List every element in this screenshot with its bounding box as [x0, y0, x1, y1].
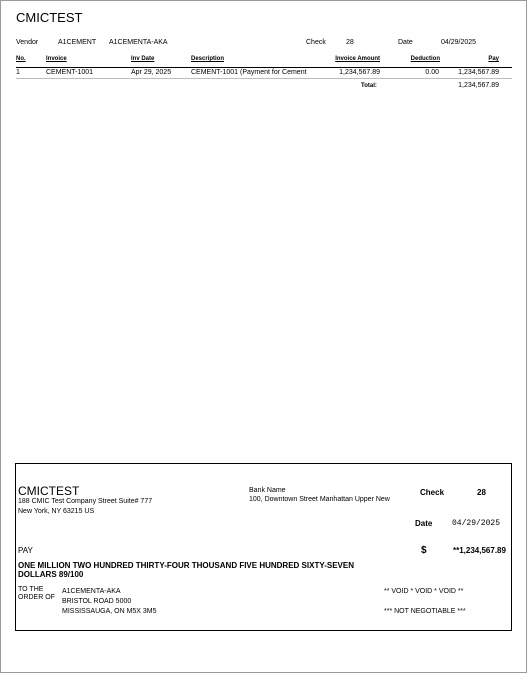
- row-no: 1: [16, 69, 20, 76]
- vendor-label: Vendor: [16, 39, 39, 46]
- col-pay: Pay: [488, 56, 499, 62]
- payee-address-1: BRISTOL ROAD 5000: [62, 598, 132, 605]
- amount-words-line-1: ONE MILLION TWO HUNDRED THIRTY-FOUR THOUSAND FIVE HUNDRED SIXTY-SEVEN: [18, 561, 355, 570]
- check-label: Check: [420, 488, 445, 497]
- col-invoice-amount: Invoice Amount: [335, 56, 380, 62]
- check-amount: **1,234,567.89: [453, 546, 506, 555]
- bank-address: 100, Downtown Street Manhattan Upper New: [249, 496, 390, 503]
- col-no: No.: [16, 56, 26, 62]
- total-amount: 1,234,567.89: [458, 82, 499, 89]
- check-date-label: Date: [415, 519, 433, 528]
- void-text: ** VOID * VOID * VOID **: [384, 588, 464, 595]
- table-header-rule: [16, 67, 512, 68]
- pay-label: PAY: [18, 546, 33, 555]
- total-label: Total:: [361, 83, 377, 89]
- check-company-name: CMICTEST: [18, 484, 80, 498]
- bank-name-label: Bank Name: [249, 487, 286, 494]
- row-inv-date: Apr 29, 2025: [131, 69, 172, 76]
- col-description: Description: [191, 56, 225, 62]
- check-company-address-2: New York, NY 63215 US: [18, 508, 95, 515]
- stub-check-number: 28: [346, 39, 354, 46]
- amount-words-line-2: DOLLARS 89/100: [18, 570, 84, 579]
- payee-name: A1CEMENTA-AKA: [62, 588, 121, 595]
- stub-date-label: Date: [398, 39, 413, 46]
- vendor-aka: A1CEMENTA-AKA: [109, 39, 168, 46]
- stub-date: 04/29/2025: [441, 39, 477, 46]
- stub-check-label: Check: [306, 39, 326, 46]
- col-invoice: Invoice: [46, 56, 67, 62]
- check-date: 04/29/2025: [452, 519, 501, 528]
- dollar-sign: $: [421, 545, 427, 556]
- order-of-label: ORDER OF: [18, 594, 55, 601]
- row-amount: 1,234,567.89: [339, 69, 380, 76]
- not-negotiable-text: *** NOT NEGOTIABLE ***: [384, 608, 466, 615]
- row-pay: 1,234,567.89: [458, 69, 499, 76]
- row-invoice: CEMENT-1001: [46, 69, 94, 76]
- table-row-rule: [16, 78, 512, 79]
- row-deduction: 0.00: [425, 69, 439, 76]
- row-description: CEMENT-1001 (Payment for Cement: [191, 69, 307, 76]
- to-the-label: TO THE: [18, 586, 44, 593]
- col-inv-date: Inv Date: [131, 56, 155, 62]
- check-company-address-1: 188 CMIC Test Company Street Suite# 777: [18, 498, 153, 505]
- col-deduction: Deduction: [410, 56, 440, 62]
- payee-address-2: MISSISSAUGA, ON M5X 3M5: [62, 608, 157, 615]
- check-number: 28: [477, 488, 486, 497]
- vendor-code: A1CEMENT: [58, 39, 97, 46]
- stub-company-name: CMICTEST: [16, 10, 83, 25]
